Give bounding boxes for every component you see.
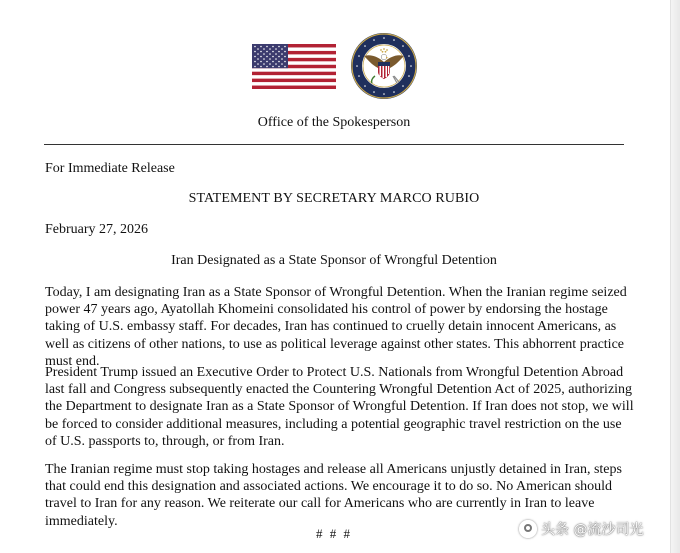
paragraph-2: President Trump issued an Executive Order to Protect U.S. Nationals from Wrongful Detention Abroad last fall and Congress subsequently enacted the Countering Wrongful Detention Act of 2025, authorizing the Department to designate Iran as a State Sponsor of Wrongful Detention. If Iran does not stop, we will be forced to consider additional measures, including a potential geographic travel restriction on the use of U.S. passports to, through, or from Iran. <box>45 365 634 449</box>
watermark-logo-icon <box>519 520 537 538</box>
paragraph-1: Today, I am designating Iran as a State Sponsor of Wrongful Detention. When the Iranian regime seized power 47 years ago, Ayatollah Khomeini consolidated his control of power by endorsing the hostage taking of U.S. embassy staff. For decades, Iran has continued to cruelly detain innocent Americans, as well as citizens of other nations, to use as political leverage against other states. This abhorrent practice must end. <box>45 285 627 369</box>
watermark <box>519 515 669 543</box>
department-of-state-seal-icon <box>350 32 418 100</box>
statement-title: STATEMENT BY SECRETARY MARCO RUBIO <box>188 191 480 206</box>
us-flag-icon <box>252 44 336 89</box>
release-label: For Immediate Release <box>45 161 175 176</box>
office-of-spokesperson: Office of the Spokesperson <box>257 115 411 130</box>
header-divider <box>44 144 624 145</box>
end-mark: # # # <box>316 526 352 541</box>
watermark-text: 头条 @流沙司光 <box>541 522 644 538</box>
statement-date: February 27, 2026 <box>45 222 149 237</box>
page-edge <box>670 0 680 553</box>
paragraph-3: The Iranian regime must stop taking hostages and release all Americans unjustly detained in Iran, steps that could end this designation and associated actions. We encourage it to do so. No American should travel to Iran for any reason. We reiterate our call for Americans who are currently in Iran to leave immediately. <box>45 462 622 529</box>
statement-subject: Iran Designated as a State Sponsor of Wrongful Detention <box>171 253 497 268</box>
letterhead-logos <box>0 30 668 100</box>
